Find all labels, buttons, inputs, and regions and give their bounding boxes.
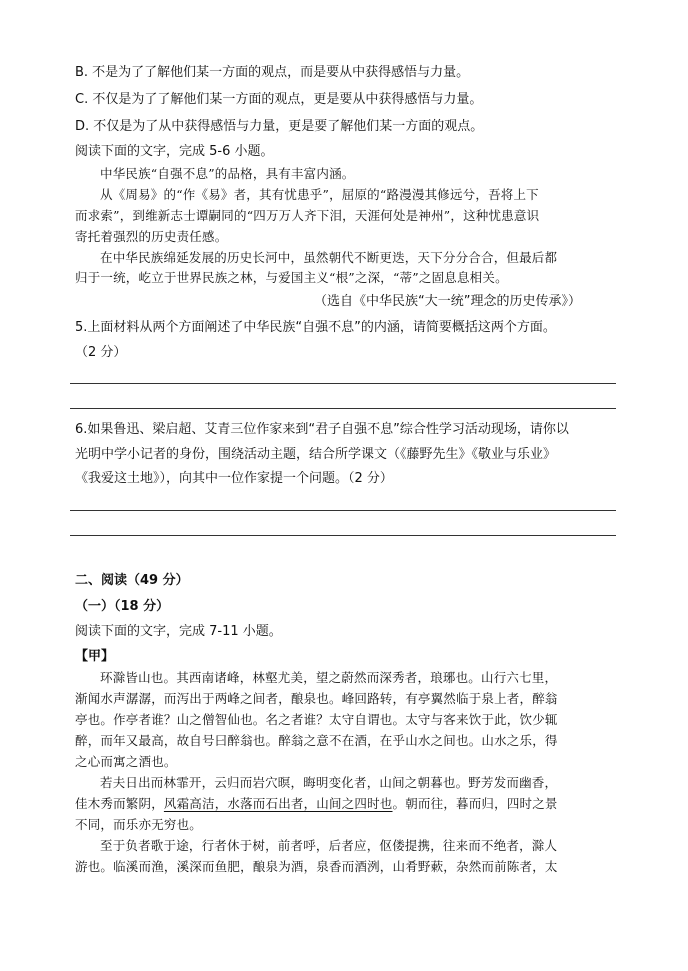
passage1-line: 而求索”，到维新志士谭嗣同的“四万万人齐下泪，天涯何处是神州”，这种忧患意识 (75, 208, 540, 223)
passage2-line: 至于负者歌于途，行者休于树，前者呼，后者应，伛偻提携，往来而不绝者，滁人 (100, 838, 558, 853)
answer-line-q6-1[interactable] (70, 510, 616, 511)
passage2-line-underlined (75, 794, 558, 814)
passage1-source: （选自《中华民族“大一统”理念的历史传承》） (314, 294, 581, 309)
option-b: B. 不是为了了解他们某一方面的观点，而是要从中获得感悟与力量。 (75, 65, 470, 80)
passage2-text: 。朝而往，暮而归，四时之景 (392, 796, 558, 811)
passage1-line: 寄托着强烈的历史责任感。 (75, 229, 228, 244)
passage2-line: 不同，而乐亦无穷也。 (75, 817, 203, 832)
passage1-line: 在中华民族绵延发展的历史长河中，虽然朝代不断更迭，天下分分合合，但最后都 (100, 250, 558, 265)
answer-line-q5-1[interactable] (70, 383, 616, 384)
section-2-sub-heading: （一）（18 分） (75, 599, 170, 614)
passage1-instruction: 阅读下面的文字，完成 5-6 小题。 (75, 144, 274, 159)
answer-line-q5-2[interactable] (70, 408, 616, 409)
option-d: D. 不仅是为了从中获得感悟与力量，更是要了解他们某一方面的观点。 (75, 119, 484, 134)
question-6: 6.如果鲁迅、梁启超、艾青三位作家来到“君子自强不息”综合性学习活动现场，请你以 (75, 422, 569, 437)
question-5-score: （2 分） (75, 345, 127, 360)
underlined-sentence: 风霜高洁，水落而石出者，山间之四时也 (163, 796, 393, 811)
question-5: 5.上面材料从两个方面阐述了中华民族“自强不息”的内涵，请简要概括这两个方面。 (75, 320, 556, 335)
passage-jia-marker: 【甲】 (75, 649, 115, 664)
passage2-line: 游也。临溪而渔，溪深而鱼肥，酿泉为酒，泉香而酒洌，山肴野蔌，杂然而前陈者，太 (75, 859, 558, 874)
passage2-line: 醉，而年又最高，故自号曰醉翁也。醉翁之意不在酒，在乎山水之间也。山水之乐，得 (75, 733, 558, 748)
question-6-line3: 《我爱这土地》），向其中一位作家提一个问题。（2 分） (75, 471, 393, 486)
passage2-text: 佳木秀而繁阴， (75, 796, 164, 811)
passage2-line: 渐闻水声潺潺，而泻出于两峰之间者，酿泉也。峰回路转，有亭翼然临于泉上者，醉翁 (75, 691, 558, 706)
passage1-line: 从《周易》的“作《易》者，其有忧患乎”，屈原的“路漫漫其修远兮，吾将上下 (100, 187, 539, 202)
passage1-line: 归于一统，屹立于世界民族之林，与爱国主义“根”之深，“蒂”之固息息相关。 (75, 270, 508, 285)
section-2-heading: 二、阅读（49 分） (75, 573, 189, 588)
passage2-line: 环滁皆山也。其西南诸峰，林壑尤美，望之蔚然而深秀者，琅琊也。山行六七里， (100, 670, 558, 685)
answer-line-q6-2[interactable] (70, 535, 616, 536)
question-6-line2: 光明中学小记者的身份，围绕活动主题，结合所学课文（《藤野先生》《敬业与乐业》 (75, 447, 557, 462)
option-c: C. 不仅是为了了解他们某一方面的观点，更是要从中获得感悟与力量。 (75, 92, 483, 107)
passage2-instruction: 阅读下面的文字，完成 7-11 小题。 (75, 624, 282, 639)
passage2-line: 亭也。作亭者谁？山之僧智仙也。名之者谁？太守自谓也。太守与客来饮于此，饮少辄 (75, 712, 558, 727)
passage2-line: 若夫日出而林霏开，云归而岩穴暝，晦明变化者，山间之朝暮也。野芳发而幽香， (100, 775, 558, 790)
passage2-line: 之心而寓之酒也。 (75, 754, 177, 769)
passage1-line: 中华民族“自强不息”的品格，具有丰富内涵。 (100, 166, 355, 181)
